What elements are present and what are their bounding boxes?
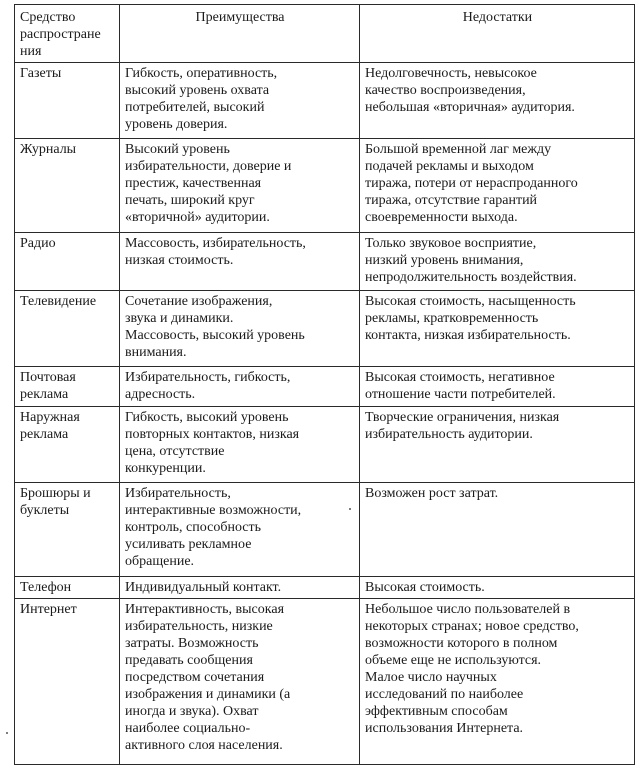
table-row	[15, 291, 635, 367]
cell-advantages: Избирательность, интерактивные возможности, контроль, способность усиливать рекламное обращение.	[120, 483, 360, 577]
cell-medium: Почтовая реклама	[15, 367, 120, 407]
cell-medium: Брошюры и буклеты	[15, 483, 120, 577]
cell-advantages: Избирательность, гибкость, адресность.	[120, 367, 360, 407]
cell-disadvantages: Возможен рост затрат.	[360, 483, 635, 577]
cell-medium: Радио	[15, 233, 120, 291]
cell-advantages: Высокий уровень избирательности, доверие и престиж, качественная печать, широкий круг «вторичной» аудитории.	[120, 139, 360, 233]
cell-advantages: Интерактивность, высокая избирательность, низкие затраты. Возможность предавать сообщения посредством сочетания изображения и динамики (а иногда и звука). Охват наиболее социально- активного слоя населения.	[120, 599, 360, 765]
scan-speck	[349, 508, 351, 510]
cell-advantages: Массовость, избирательность, низкая стоимость.	[120, 233, 360, 291]
cell-disadvantages: Высокая стоимость, негативное отношение части потребителей.	[360, 367, 635, 407]
cell-disadvantages: Высокая стоимость, насыщенность рекламы, кратковременность контакта, низкая избирательность.	[360, 291, 635, 367]
header-advantages: Преимущества	[120, 5, 360, 63]
table-row	[15, 233, 635, 291]
cell-medium: Телефон	[15, 577, 120, 599]
cell-medium: Интернет	[15, 599, 120, 765]
table-row	[15, 63, 635, 139]
table-row	[15, 599, 635, 765]
table-row	[15, 407, 635, 483]
table-row	[15, 577, 635, 599]
cell-disadvantages: Большой временной лаг между подачей рекламы и выходом тиража, потери от нераспроданного тиража, отсутствие гарантий своевременности выхода.	[360, 139, 635, 233]
cell-medium: Журналы	[15, 139, 120, 233]
cell-medium: Газеты	[15, 63, 120, 139]
cell-advantages: Гибкость, высокий уровень повторных контактов, низкая цена, отсутствие конкуренции.	[120, 407, 360, 483]
table-row	[15, 367, 635, 407]
cell-disadvantages: Высокая стоимость.	[360, 577, 635, 599]
cell-advantages: Гибкость, оперативность, высокий уровень охвата потребителей, высокий уровень доверия.	[120, 63, 360, 139]
table-row	[15, 139, 635, 233]
scan-speck	[6, 732, 8, 734]
header-disadvantages: Недостатки	[360, 5, 635, 63]
cell-medium: Наружная реклама	[15, 407, 120, 483]
cell-disadvantages: Недолговечность, невысокое качество воспроизведения, небольшая «вторичная» аудитория.	[360, 63, 635, 139]
table-row	[15, 483, 635, 577]
cell-disadvantages: Небольшое число пользователей в некоторых странах; новое средство, возможности которого в полном объеме еще не используются. Малое число научных исследований по наиболее эффективным способам использования Интернета.	[360, 599, 635, 765]
header-medium: Средство распростране ния	[15, 5, 120, 63]
cell-medium: Телевидение	[15, 291, 120, 367]
cell-disadvantages: Только звуковое восприятие, низкий уровень внимания, непродолжительность воздействия.	[360, 233, 635, 291]
cell-advantages: Сочетание изображения, звука и динамики. Массовость, высокий уровень внимания.	[120, 291, 360, 367]
media-comparison-table	[14, 4, 635, 765]
cell-advantages: Индивидуальный контакт.	[120, 577, 360, 599]
cell-disadvantages: Творческие ограничения, низкая избирательность аудитории.	[360, 407, 635, 483]
table-header-row	[15, 5, 635, 63]
